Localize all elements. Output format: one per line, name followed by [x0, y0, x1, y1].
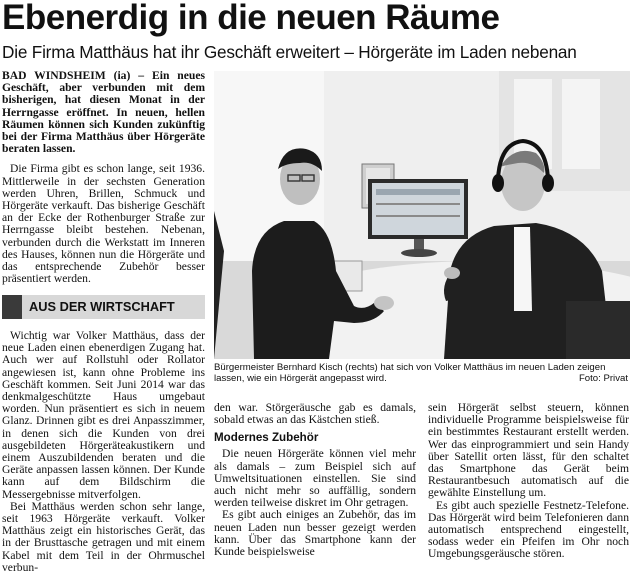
body-paragraph: Die Firma gibt es schon lange, seit 1936. Mittlerweile in der sechsten Generation werden Uhren, Brillen, Schmuck und Hörgeräte verkauft. Das bisherige Geschäft an der Ecke der Rothenburger Straße zur Herrngasse bleibt bestehen. Nebenan, verbunden durch die Werkstatt im Inneren des Hauses, können nun die Hörgeräte und das entsprechende Zubehör besser präsentiert werden. [2, 162, 205, 286]
article-photo [214, 71, 630, 359]
body-paragraph: Bei Matthäus werden schon sehr lange, seit 1963 Hörgeräte verkauft. Volker Matthäus zeigt ein historisches Gerät, das in der Brusttasche getragen und mit einem Kabel mit dem Teil in der Ohrmuschel verbun- [2, 499, 205, 574]
headline: Ebenerdig in die neuen Räume [2, 0, 500, 37]
body-paragraph: Wichtig war Volker Matthäus, dass der neue Laden einen ebenerdigen Zugang hat. Auch wer auf Rollstuhl oder Rollator angewiesen ist, kann ohne Probleme ins Geschäft kommen. Seit Juni 2014 war das denkmalgeschützte Haus umgebaut worden. Nun präsentiert es sich in neuem Glanz. Drinnen gibt es drei Anpasszimmer, in denen sich die Kunden von drei ausgebildeten Hörgeräteakustikern und einem Auszubildenden beraten und die Geräte anpassen lassen können. Der Kunde kann auf dem Bildschirm die Messergebnisse mitverfolgen. [2, 329, 205, 501]
dateline: BAD WINDSHEIM (ia) – [2, 69, 145, 82]
body-paragraph: Es gibt auch einiges an Zubehör, das im neuen Laden nun besser gezeigt werden kann. Über das Smartphone kann der Kunde beispielsweise [214, 508, 416, 559]
article-column-1-top [2, 70, 205, 285]
section-marker [2, 295, 22, 319]
body-paragraph: sein Hörgerät selbst steuern, können individuelle Programme beispielsweise für ein bestimmtes Restaurant erstellt werden. Wer das einprogrammiert und sein Handy über Satellit orten lässt, für den schaltet das Smartphone das Gerät beim Restaurantbesuch automatisch auf die gewählte Einstellung um. [428, 401, 629, 500]
subheading: Modernes Zubehör [214, 431, 319, 445]
intro-paragraph [2, 70, 205, 155]
photo-credit: Foto: Privat [578, 373, 628, 385]
article-column-3 [428, 402, 629, 561]
body-paragraph: Die neuen Hörgeräte können viel mehr als damals – zum Beispiel sich auf Umweltsituationen einstellen. Sie sind auch nicht mehr so auffällig, sondern werden teilweise diskret im Ohr getragen. [214, 447, 416, 510]
photo-caption: Bürgermeister Bernhard Kisch (rechts) hat sich von Volker Matthäus im neuen Laden zeigen lassen, wie ein Hörgerät angepasst wird. [214, 362, 606, 385]
article-column-2 [214, 402, 416, 558]
photo-illustration [214, 71, 630, 359]
body-paragraph: Es gibt auch spezielle Festnetz-Telefone. Das Hörgerät wird beim Telefonieren dann automatisch entsprechend eingestellt, sodass weder ein Pfeifen im Ohr noch Umgebungsgeräusche stören. [428, 498, 629, 561]
article-column-1-bottom [2, 330, 205, 574]
photo-caption-block [214, 362, 630, 385]
section-label-box [2, 295, 205, 319]
body-paragraph: den war. Störgeräusche gab es damals, sobald etwas an das Kästchen stieß. [214, 401, 416, 427]
subheadline: Die Firma Matthäus hat ihr Geschäft erweitert – Hörgeräte im Laden nebenan [2, 42, 577, 62]
section-label: AUS DER WIRTSCHAFT [29, 299, 175, 314]
intro-text: Ein neues Geschäft, aber verbunden mit dem bisherigen, hat diesen Monat in der Herrngasse eröffnet. In neuen, hellen Räumen können sich Kunden zukünftig bei der Firma Matthäus über Hörgeräte beraten lassen. [2, 69, 205, 156]
